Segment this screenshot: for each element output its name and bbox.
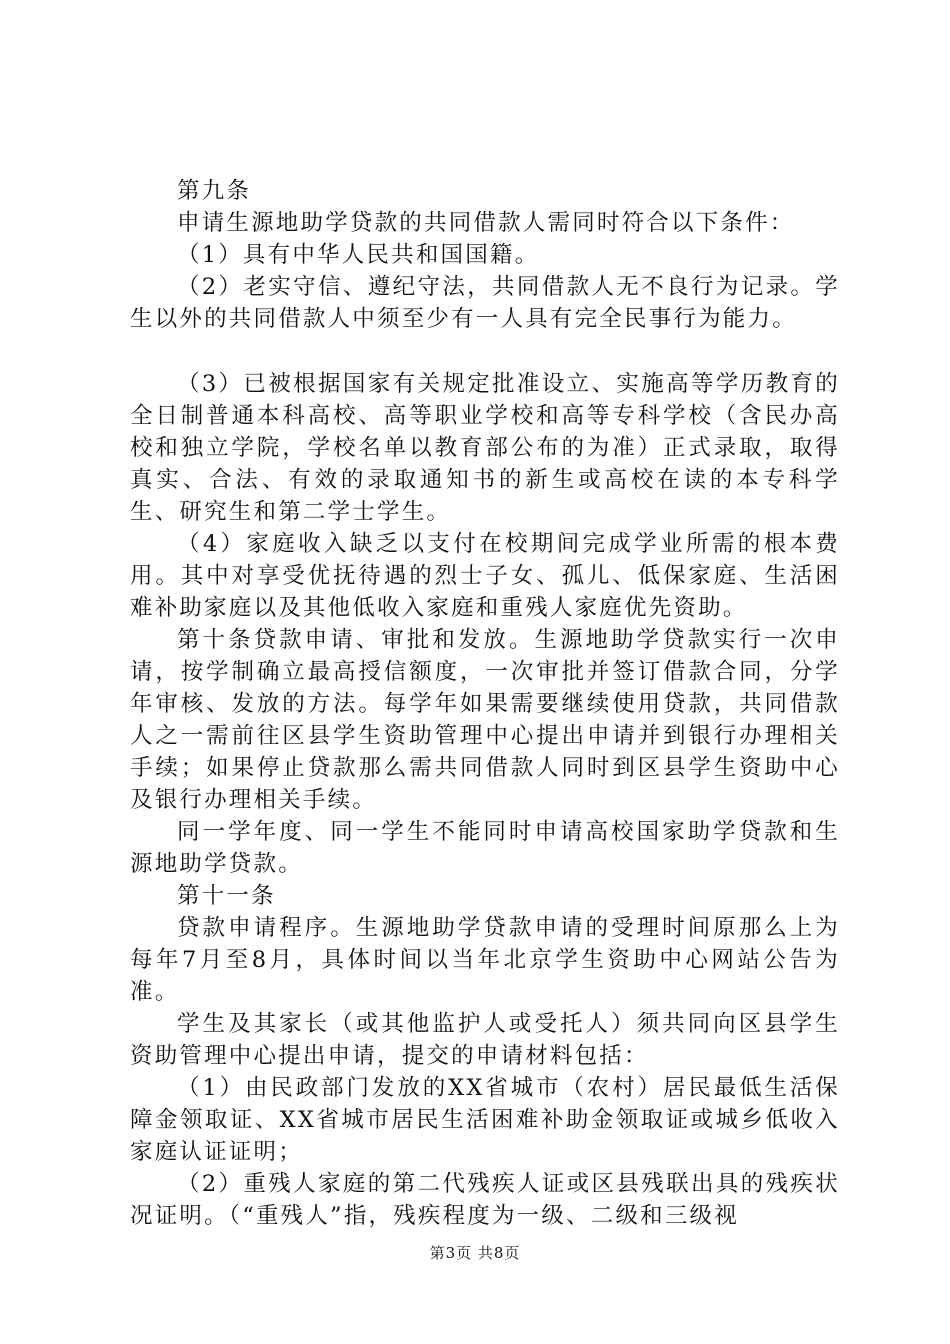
paragraph-condition-1: （1）具有中华人民共和国国籍。 <box>177 242 540 268</box>
paragraph-spacer <box>130 335 840 368</box>
paragraph-application-materials: 学生及其家长（或其他监护人或受托人）须共同向区县学生资助管理中心提出申请，提交的申请材料包括： <box>130 1011 840 1069</box>
paragraph-condition-2: （2）老实守信、遵纪守法，共同借款人无不良行为记录。学生以外的共同借款人中须至少有一人具有完全民事行为能力。 <box>130 274 840 332</box>
page-footer: 第3页 共8页 <box>429 1244 521 1262</box>
paragraph-same-year-rule: 同一学年度、同一学生不能同时申请高校国家助学贷款和生源地助学贷款。 <box>130 819 840 877</box>
paragraph-condition-4: （4）家庭收入缺乏以支付在校期间完成学业所需的根本费用。其中对享受优抚待遇的烈士子女、孤儿、低保家庭、生活困难补助家庭以及其他低收入家庭和重残人家庭优先资助。 <box>130 531 840 621</box>
paragraph-material-1: （1）由民政部门发放的XX省城市（农村）居民最低生活保障金领取证、XX省城市居民生活困难补助金领取证或城乡低收入家庭认证证明； <box>130 1075 840 1165</box>
paragraph-article-10: 第十条贷款申请、审批和发放。生源地助学贷款实行一次申请，按学制确立最高授信额度，一次审批并签订借款合同，分学年审核、发放的方法。每学年如果需要继续使用贷款，共同借款人之一需前往区县学生资助管理中心提出申请并到银行办理相关手续；如果停止贷款那么需共同借款人同时到区县学生资助中心及银行办理相关手续。 <box>130 627 840 813</box>
paragraph-co-borrower-conditions: 申请生源地助学贷款的共同借款人需同时符合以下条件： <box>177 210 795 236</box>
paragraph-article-11-heading: 第十一条 <box>177 883 276 909</box>
paragraph-article-9-heading: 第九条 <box>177 178 252 204</box>
paragraph-application-procedure: 贷款申请程序。生源地助学贷款申请的受理时间原那么上为每年7月至8月，具体时间以当年北京学生资助中心网站公告为准。 <box>130 915 840 1005</box>
document-body <box>130 175 840 1232</box>
paragraph-material-2: （2）重残人家庭的第二代残疾人证或区县残联出具的残疾状况证明。（“重残人”指，残疾程度为一级、二级和三级视 <box>130 1171 840 1229</box>
paragraph-condition-3: （3）已被根据国家有关规定批准设立、实施高等学历教育的全日制普通本科高校、高等职业学校和高等专科学校（含民办高校和独立学院，学校名单以教育部公布的为准）正式录取，取得真实、合法、有效的录取通知书的新生或高校在读的本专科学生、研究生和第二学士学生。 <box>130 371 840 525</box>
